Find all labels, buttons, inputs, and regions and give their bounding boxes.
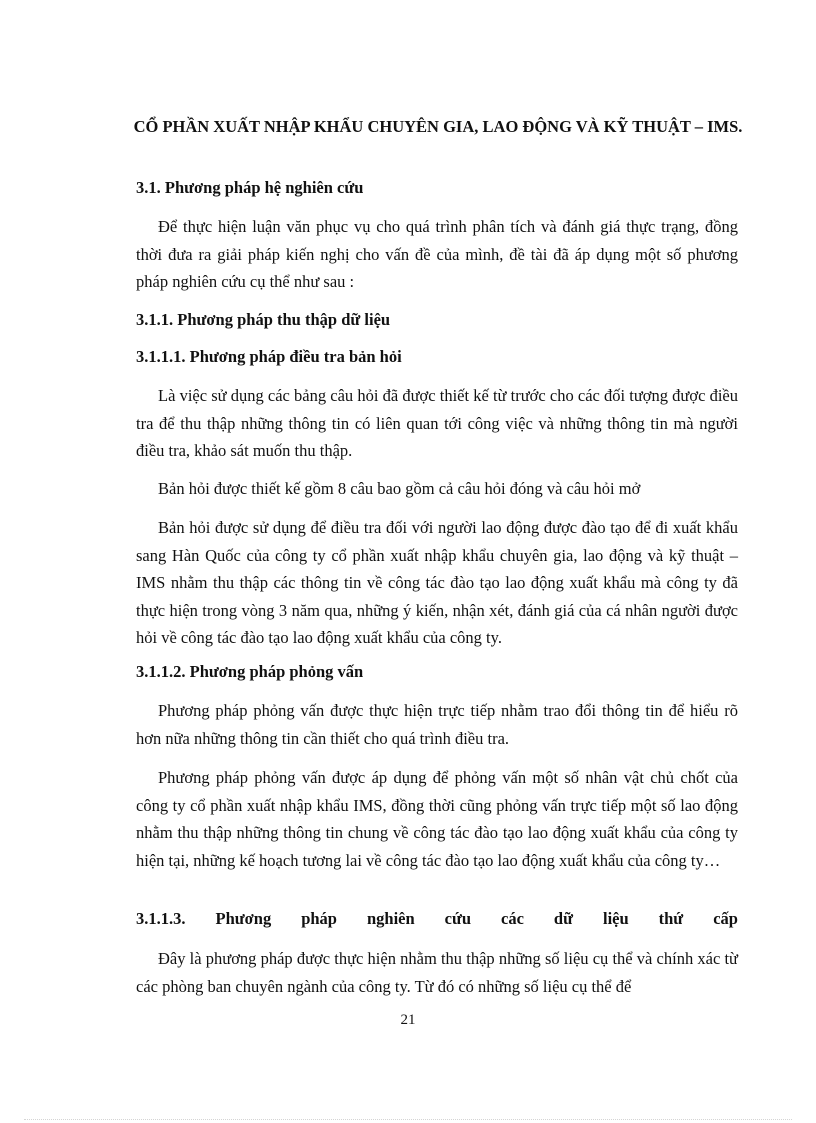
heading-3-1-1-3-word: dữ <box>553 909 573 928</box>
heading-3-1-1-3-word: liệu <box>602 909 629 928</box>
heading-3-1-1-3-word: 3.1.1.3. <box>136 909 186 928</box>
paragraph-3-1: Để thực hiện luận văn phục vụ cho quá trình phân tích và đánh giá thực trạng, đồng thời đưa ra giải pháp kiến nghị cho vấn đề của mình, đề tài đã áp dụng một số phương pháp nghiên cứu cụ thể như sau : <box>136 217 738 291</box>
paragraph-3-1-1-2-a: Phương pháp phỏng vấn được thực hiện trực tiếp nhằm trao đổi thông tin để hiểu rõ hơn nữa những thông tin cần thiết cho quá trình điều tra. <box>136 701 738 748</box>
paragraph-3-1-1-1-c: Bản hỏi được sử dụng để điều tra đối với người lao động được đào tạo để đi xuất khẩu sang Hàn Quốc của công ty cổ phần xuất nhập khẩu chuyên gia, lao động và kỹ thuật – IMS nhằm thu thập các thông tin về công tác đào tạo lao động xuất khẩu mà công ty đã thực hiện trong vòng 3 năm qua, những ý kiến, nhận xét, đánh giá của cá nhân người được hỏi về công tác đào tạo lao động xuất khẩu của công ty. <box>136 518 738 647</box>
document-title: CỔ PHẦN XUẤT NHẬP KHẨU CHUYÊN GIA, LAO ĐỘNG VÀ KỸ THUẬT – IMS. <box>133 117 743 136</box>
page-bottom-divider <box>24 1119 792 1120</box>
heading-3-1-1-3-word: cứu <box>444 909 472 928</box>
heading-3-1-1-3-word: Phương <box>215 909 272 928</box>
page-number: 21 <box>400 1012 416 1028</box>
paragraph-3-1-1-1-b: Bản hỏi được thiết kế gồm 8 câu bao gồm cả câu hỏi đóng và câu hỏi mở <box>158 479 641 498</box>
heading-3-1-1-3-word: thứ <box>658 909 684 928</box>
heading-3-1-1: 3.1.1. Phương pháp thu thập dữ liệu <box>136 310 391 329</box>
heading-3-1-1-3-word: nghiên <box>366 909 415 928</box>
heading-3-1-1-3-word: cấp <box>713 909 738 928</box>
heading-3-1-1-2: 3.1.1.2. Phương pháp phỏng vấn <box>136 662 364 681</box>
heading-3-1-1-1: 3.1.1.1. Phương pháp điều tra bản hỏi <box>136 347 402 366</box>
heading-3-1: 3.1. Phương pháp hệ nghiên cứu <box>136 178 364 197</box>
heading-3-1-1-3-word: các <box>501 909 524 928</box>
heading-3-1-1-3-word: pháp <box>301 909 337 928</box>
heading-3-1-1-3 <box>136 909 738 929</box>
paragraph-3-1-1-3: Đây là phương pháp được thực hiện nhằm thu thập những số liệu cụ thể và chính xác từ các phòng ban chuyên ngành của công ty. Từ đó có những số liệu cụ thể để <box>136 949 738 996</box>
paragraph-3-1-1-2-b: Phương pháp phỏng vấn được áp dụng để phỏng vấn một số nhân vật chủ chốt của công ty cổ phần xuất nhập khẩu IMS, đồng thời cũng phỏng vấn trực tiếp một số lao động nhằm thu thập những thông tin chung về công tác đào tạo lao động xuất khẩu của công ty hiện tại, những kế hoạch tương lai về công tác đào tạo lao động xuất khẩu của công ty… <box>136 768 738 870</box>
paragraph-3-1-1-1-a: Là việc sử dụng các bảng câu hỏi đã được thiết kế từ trước cho các đối tượng được điều tra để thu thập những thông tin có liên quan tới công việc và những thông tin mà người điều tra, khảo sát muốn thu thập. <box>136 386 738 460</box>
